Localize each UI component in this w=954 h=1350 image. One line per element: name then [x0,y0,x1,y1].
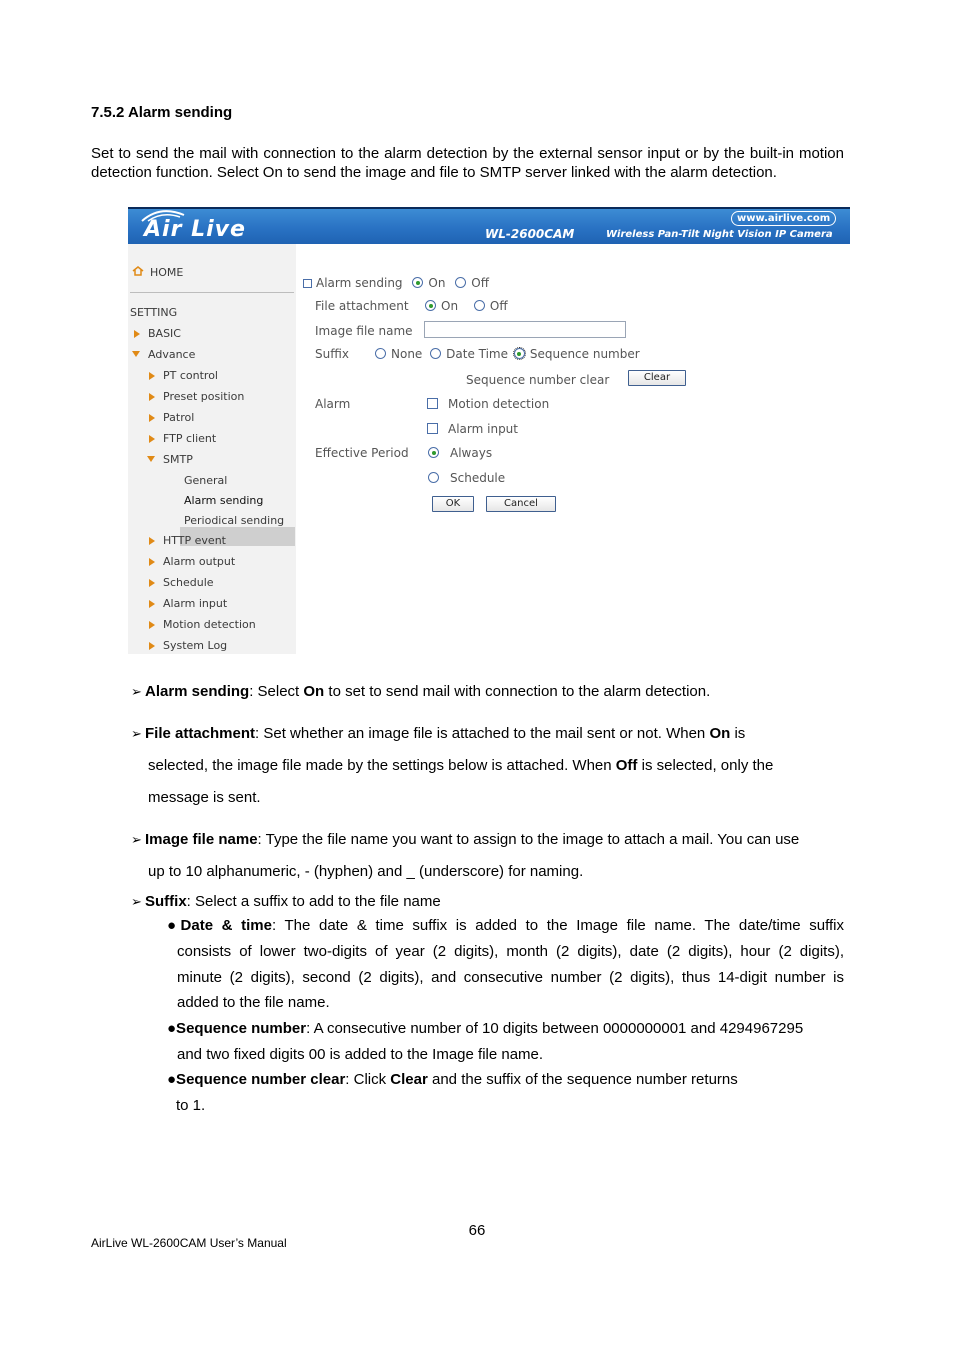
expand-arrow-icon [149,642,155,650]
bullet-arrow-icon: ➢ [131,726,142,741]
sequence-clear-line-2: to 1. [176,1097,206,1114]
ok-button[interactable]: OK [432,496,474,512]
always-option: Always [428,446,492,460]
alarm-sending-collapse-checkbox[interactable] [303,279,312,288]
airlive-logo: Air Live [144,217,246,242]
alarm-sending-row: Alarm sending On Off [303,276,489,290]
sequence-clear-label: Sequence number clear [466,373,610,387]
sequence-clear-line-1: ●Sequence number clear: Click Clear and the suffix of the sequence number returns [167,1071,738,1088]
sidebar-item-alarm-sending[interactable]: Alarm sending [184,494,264,507]
date-time-line-3: minute (2 digits), second (2 digits), and consecutive number (2 digits), thus 14-digit number is [177,969,844,986]
sidebar-item-schedule[interactable]: Schedule [149,576,214,589]
intro-paragraph: Set to send the mail with connection to the alarm detection by the external sensor input or by the built-in motion detection function. Select On to send the image and file to SMTP server linked with the alarm detection. [91,145,844,181]
sidebar-item-http-event[interactable]: HTTP event [149,534,226,547]
sidebar-item-alarm-input[interactable]: Alarm input [149,597,227,610]
bullet-suffix: ➢ Suffix: Select a suffix to add to the file name [131,893,441,910]
sidebar-item-pt-control[interactable]: PT control [149,369,218,382]
suffix-date-time-radio[interactable] [430,348,441,359]
cancel-button[interactable]: Cancel [486,496,556,512]
website-link[interactable]: www.airlive.com [731,211,836,226]
sidebar-item-home[interactable]: HOME [132,266,183,279]
bullet-file-attachment: ➢ File attachment: Set whether an image file is attached to the mail sent or not. When On is [131,725,746,742]
home-icon [132,266,144,276]
expand-arrow-icon [149,393,155,401]
sidebar-item-general[interactable]: General [184,474,228,487]
header-banner [128,207,850,244]
sequence-number-line-1: ●Sequence number: A consecutive number of 10 digits between 0000000001 and 4294967295 [167,1020,804,1037]
clear-button[interactable]: Clear [628,370,686,386]
sidebar-item-ftp-client[interactable]: FTP client [149,432,216,445]
alarm-sending-off-radio[interactable] [455,277,466,288]
date-time-line-4: added to the file name. [177,994,330,1011]
sidebar-item-motion-detection[interactable]: Motion detection [149,618,256,631]
bullet-arrow-icon: ➢ [131,684,142,699]
bullet-arrow-icon: ➢ [131,894,142,909]
expand-arrow-icon [134,330,140,338]
expand-arrow-icon [149,372,155,380]
page-number: 66 [468,1222,486,1239]
suffix-none-radio[interactable] [375,348,386,359]
file-attachment-label: File attachment [315,299,409,313]
expand-arrow-icon [149,537,155,545]
schedule-radio[interactable] [428,472,439,483]
image-file-name-label: Image file name [315,324,413,338]
sidebar-item-alarm-output[interactable]: Alarm output [149,555,235,568]
suffix-label: Suffix [315,347,349,361]
sidebar-item-system-log[interactable]: System Log [149,639,227,652]
collapse-arrow-icon [132,351,140,357]
sidebar-item-periodical-sending[interactable]: Periodical sending [184,514,285,527]
sidebar-item-preset-position[interactable]: Preset position [149,390,244,403]
date-time-line-2: consists of lower two-digits of year (2 digits), month (2 digits), date (2 digits), hour (2 digits), [177,943,844,960]
sidebar-item-basic[interactable]: BASIC [134,327,181,340]
section-title: 7.5.2 Alarm sending [91,104,233,121]
bullet-arrow-icon: ➢ [131,832,142,847]
sequence-number-line-2: and two fixed digits 00 is added to the Image file name. [177,1046,544,1063]
always-radio[interactable] [428,447,439,458]
alarm-sending-on-radio[interactable] [412,277,423,288]
product-tagline: Wireless Pan-Tilt Night Vision IP Camera [606,229,833,240]
sidebar-item-patrol[interactable]: Patrol [149,411,194,424]
bullet-alarm-sending: ➢ Alarm sending: Select On to set to send mail with connection to the alarm detection. [131,683,711,700]
collapse-arrow-icon [147,456,155,462]
sidebar-item-advance[interactable]: Advance [132,348,195,361]
image-file-name-line-2: up to 10 alphanumeric, - (hyphen) and _ (underscore) for naming. [148,863,584,880]
suffix-options: None Date Time Sequence number [375,347,640,361]
expand-arrow-icon [149,600,155,608]
file-attachment-off-radio[interactable] [474,300,485,311]
sidebar-heading-setting: SETTING [130,306,178,319]
effective-period-label: Effective Period [315,446,409,460]
file-attachment-line-2: selected, the image file made by the settings below is attached. When Off is selected, only the [148,757,774,774]
file-attachment-on-radio[interactable] [425,300,436,311]
schedule-option: Schedule [428,471,505,485]
expand-arrow-icon [149,414,155,422]
file-attachment-options: On Off [425,299,508,313]
alarm-input-option: Alarm input [427,422,518,436]
motion-detection-checkbox[interactable] [427,398,438,409]
sidebar-item-smtp[interactable]: SMTP [147,453,193,466]
alarm-label: Alarm [315,397,351,411]
alarm-input-checkbox[interactable] [427,423,438,434]
expand-arrow-icon [149,579,155,587]
image-file-name-input[interactable] [424,321,626,338]
expand-arrow-icon [149,558,155,566]
motion-detection-option: Motion detection [427,397,549,411]
manual-title: AirLive WL-2600CAM User’s Manual [91,1236,287,1250]
bullet-image-file-name: ➢ Image file name: Type the file name you want to assign to the image to attach a mail. You can use [131,831,800,848]
sidebar [128,244,296,654]
expand-arrow-icon [149,621,155,629]
model-name: WL-2600CAM [485,227,575,241]
suffix-sequence-radio[interactable] [514,348,525,359]
file-attachment-line-3: message is sent. [148,789,261,806]
date-time-line-1: ●Date & time: The date & time suffix is added to the Image file name. The date/time suffix [167,917,844,934]
camera-ui-screenshot [128,207,850,654]
expand-arrow-icon [149,435,155,443]
